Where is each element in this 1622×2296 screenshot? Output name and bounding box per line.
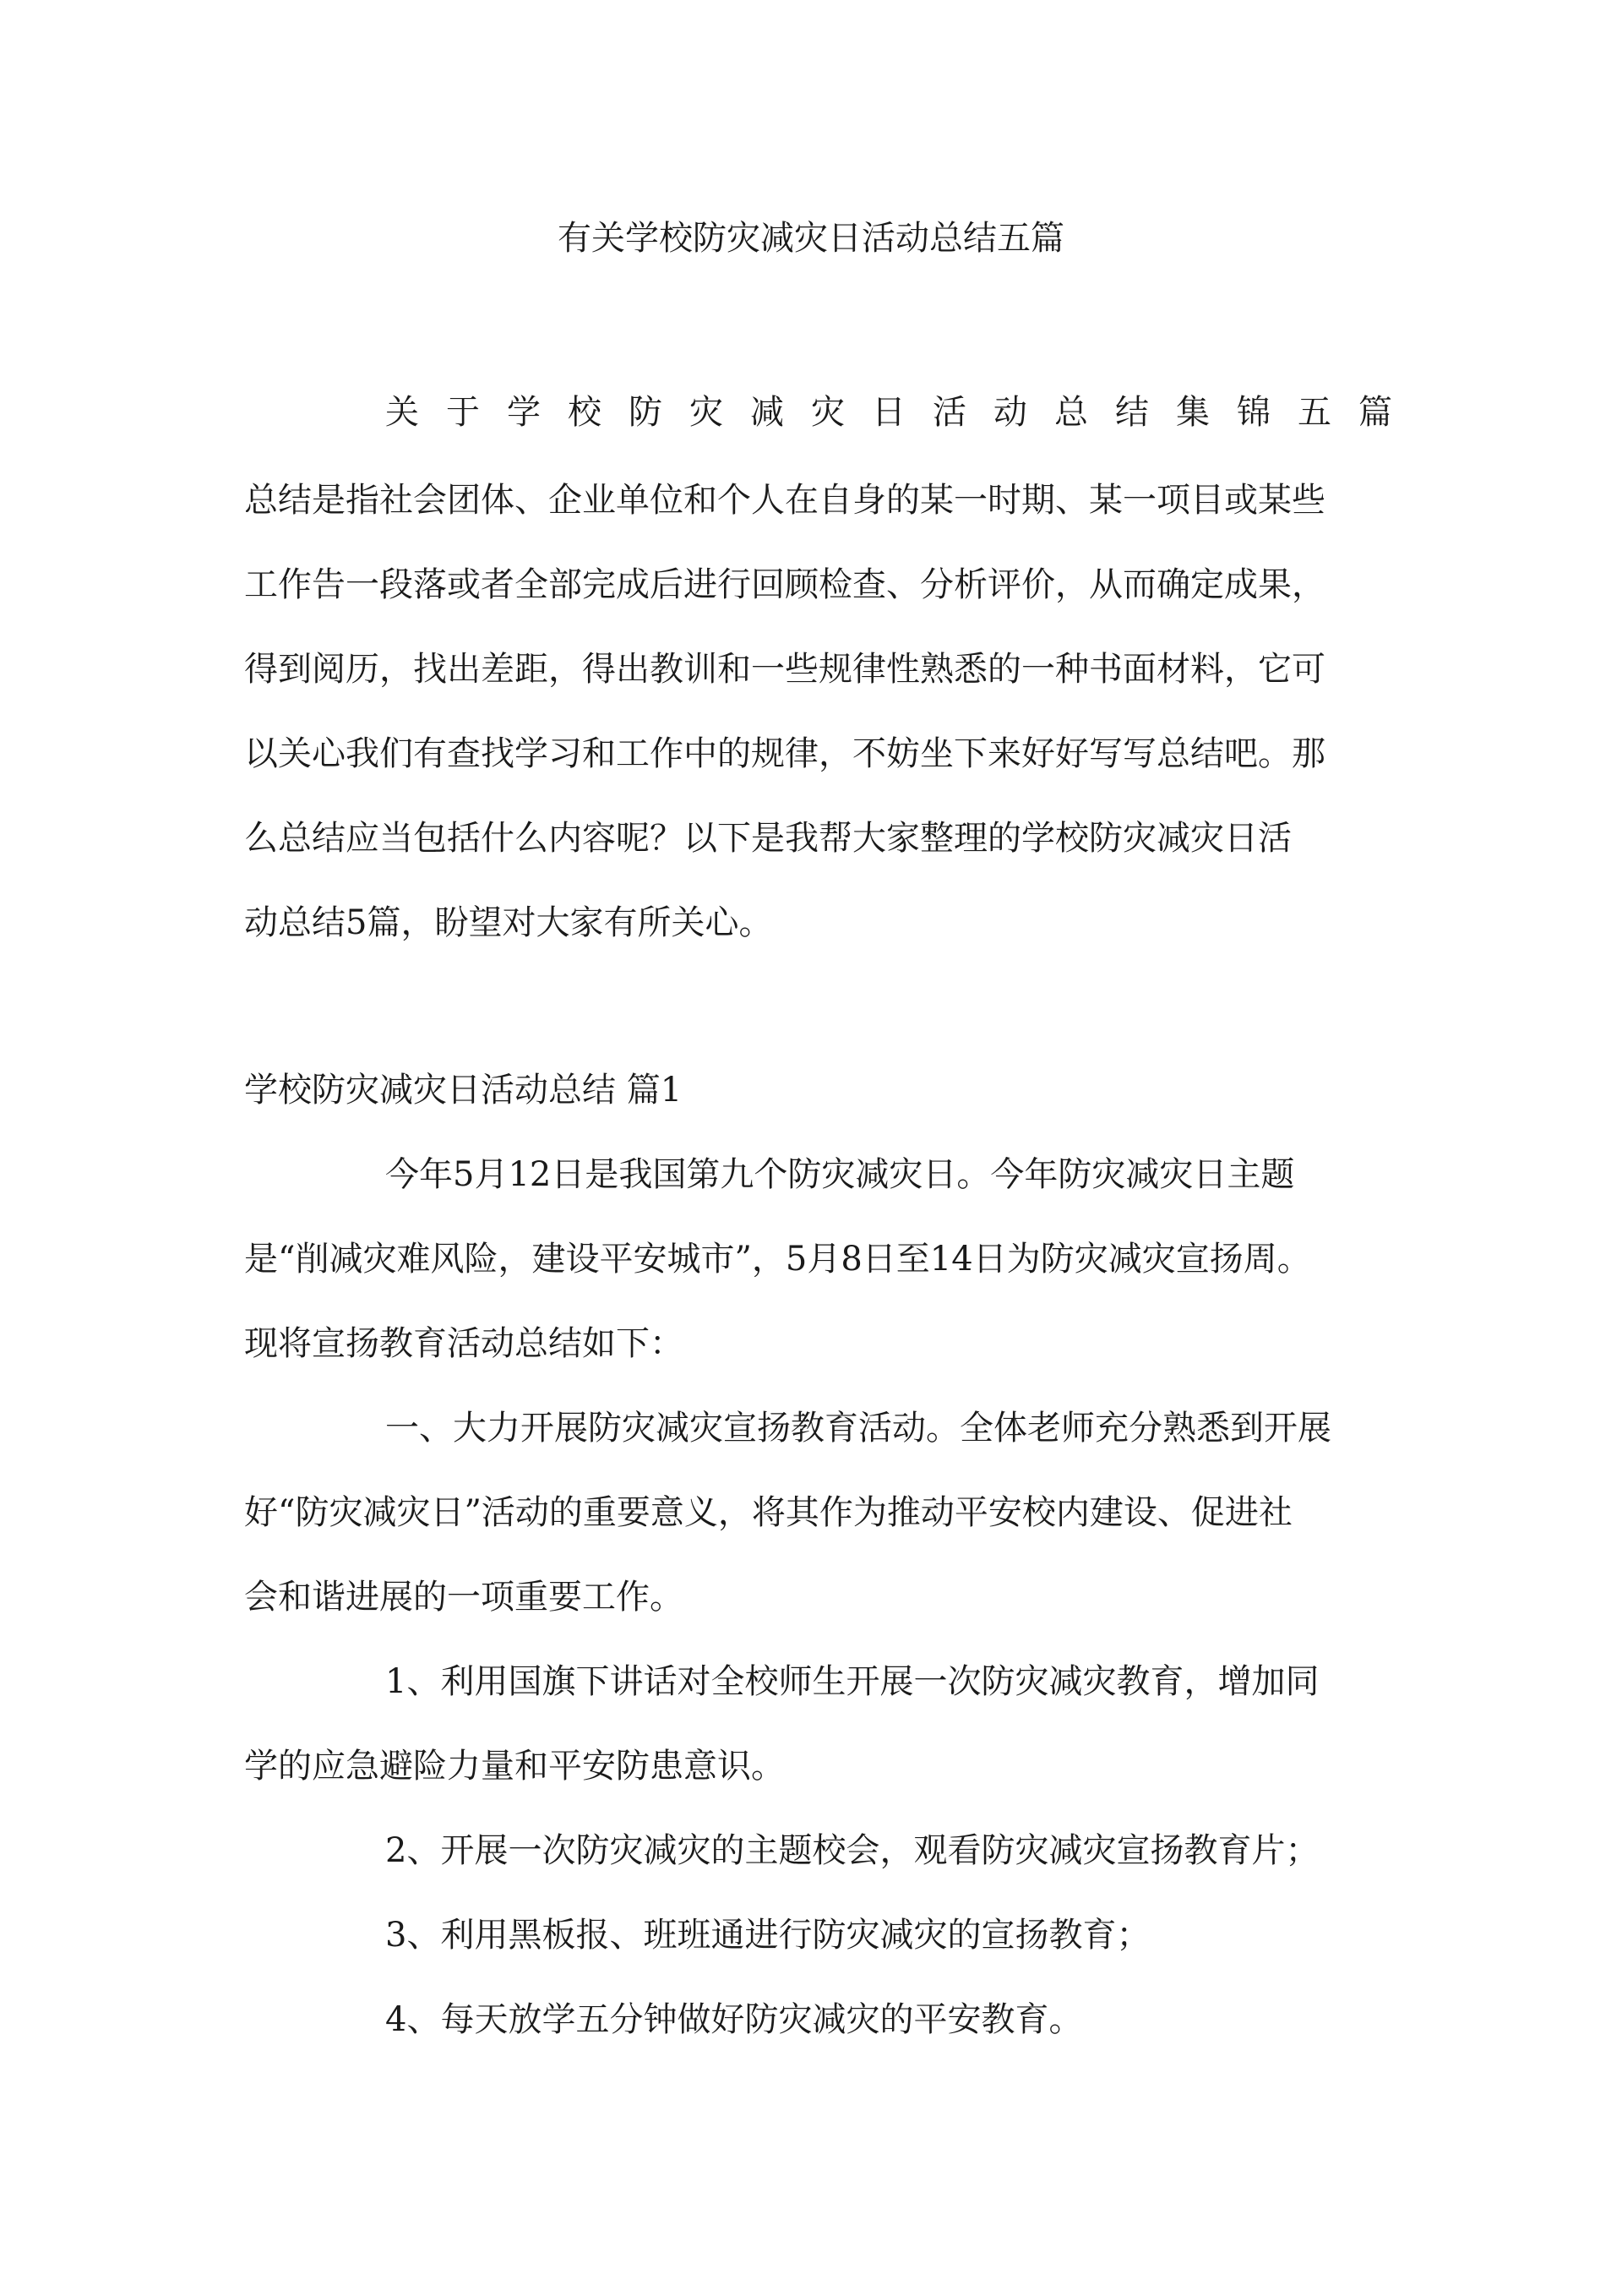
list-item-continuation: 学的应急避险力量和平安防患意识。 bbox=[244, 1747, 785, 1786]
intro-line: 总结是指社会团体、企业单位和个人在自身的某一时期、某一项目或某些 bbox=[244, 481, 1325, 520]
paragraph-line: 现将宣扬教育活动总结如下： bbox=[244, 1324, 683, 1363]
intro-line: 么总结应当包括什么内容呢？以下是我帮大家整理的学校防灾减灾日活 bbox=[244, 819, 1292, 858]
paragraph-line: 是“削减灾难风险，建设平安城市”，5月8日至14日为防灾减灾宣扬周。 bbox=[244, 1240, 1311, 1279]
list-item: 4、每天放学五分钟做好防灾减灾的平安教育。 bbox=[385, 2000, 1083, 2039]
intro-line: 动总结5篇，盼望对大家有所关心。 bbox=[244, 903, 773, 942]
paragraph-line: 会和谐进展的一项重要工作。 bbox=[244, 1578, 683, 1617]
document-subtitle: 关于学校防灾减灾日活动总结集锦五篇 bbox=[385, 393, 1419, 432]
paragraph-line: 一、大力开展防灾减灾宣扬教育活动。全体老师充分熟悉到开展 bbox=[385, 1409, 1331, 1448]
document-title: 有关学校防灾减灾日活动总结五篇 bbox=[558, 219, 1064, 258]
intro-line: 得到阅历，找出差距，得出教训和一些规律性熟悉的一种书面材料，它可 bbox=[244, 650, 1325, 689]
list-item: 2、开展一次防灾减灾的主题校会，观看防灾减灾宣扬教育片； bbox=[385, 1831, 1320, 1870]
section-heading: 学校防灾减灾日活动总结 篇1 bbox=[244, 1071, 683, 1110]
intro-line: 工作告一段落或者全部完成后进行回顾检查、分析评价，从而确定成果， bbox=[244, 565, 1325, 604]
paragraph-line: 今年5月12日是我国第九个防灾减灾日。今年防灾减灾日主题 bbox=[385, 1155, 1295, 1194]
list-item: 3、利用黑板报、班班通进行防灾减灾的宣扬教育； bbox=[385, 1916, 1151, 1955]
paragraph-line: 好“防灾减灾日”活动的重要意义，将其作为推动平安校内建设、促进社 bbox=[244, 1493, 1293, 1532]
list-item: 1、利用国旗下讲话对全校师生开展一次防灾减灾教育，增加同 bbox=[385, 1662, 1320, 1701]
intro-line: 以关心我们有查找学习和工作中的规律，不妨坐下来好好写写总结吧。那 bbox=[244, 734, 1325, 773]
